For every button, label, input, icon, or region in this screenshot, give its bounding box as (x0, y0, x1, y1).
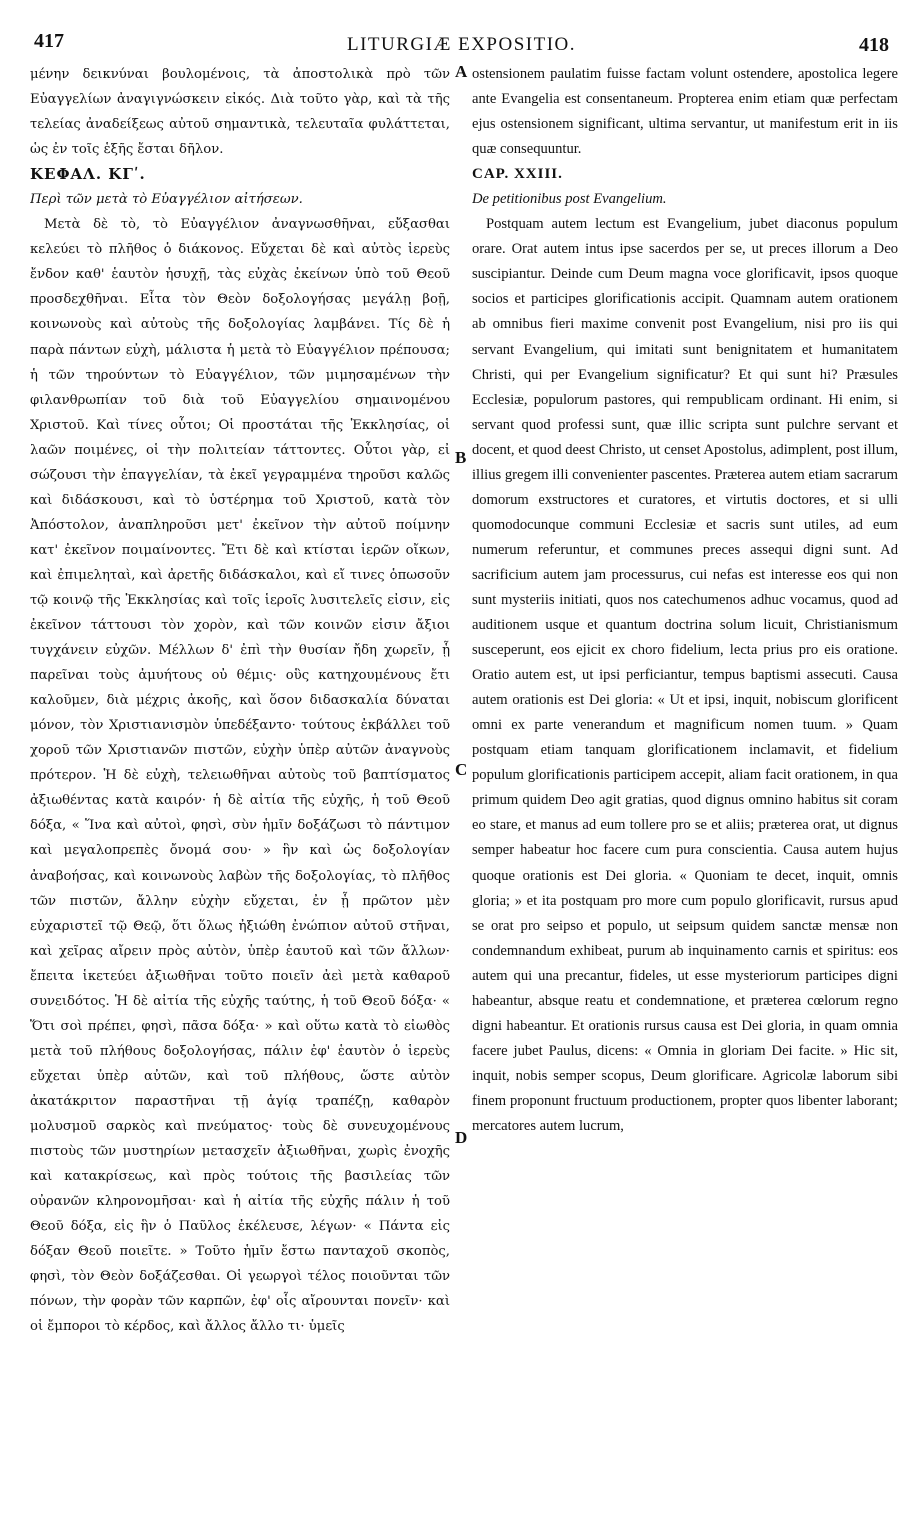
latin-opening-text: ostensionem paulatim fuisse factam volunt ostendere, apostolica legere ante Evangelia est consentaneum. Propterea enim etiam quæ perfectam ejus ostensionem significant, ultima servantur, ut manifestum erit in iis quæ consequuntur. (472, 66, 898, 158)
margin-letter-b: B (455, 448, 467, 467)
page-number-left: 417 (34, 30, 64, 52)
margin-letter-c: C (455, 760, 468, 779)
latin-column (472, 62, 898, 1522)
page-number-right: 418 (859, 34, 889, 56)
latin-paragraph: Postquam autem lectum est Evangelium, jubet diaconus populum orare. Orat autem intus ipse sacerdos per se, ut preces illorum a Deo suscipiantur. Deinde cum Deum magna voce glorificavit, ipsos quoque socios et participes glorificationis accipit. Quamnam autem orationem ab omnibus fieri maxime convenit post Evangelium, nisi pro iis qui servant Evangelium, qui imitati sunt benignitatem et humanitatem Christi, qui per Evangelium significatur? Et qui sunt hi? Præsules Ecclesiæ, populorum pastores, qui rempublicam ordinant. Hi enim, si servant quod professi sunt, quæ illic scripta sunt pulchre servant et docent, et quod deest Christo, ut censet Apostolus, adimplent, post illum, illius gregem illi convenienter pascentes. Præterea autem etiam sacrarum domorum exstructores et curatores, et virtutis doctores, et si ulli quomodocunque communi Ecclesiæ et sacris sunt utiles, ad eum numerum referuntur, et communes preces assequi digni sunt. Ad sacrificium autem jam processurus, cui nefas est interesse eos qui non sunt mysteriis initiati, quos nos catechumenos adhuc vocamus, quod ad auditionem usque et quantum doctrina solum licuit, Christianismum susceperunt, eos ejicit ex choro fidelium, lecta prius pro eis oratione. Oratio autem est, ut ipsi perficiantur, tempus baptismi assecuti. Causa autem orationis est Dei gloria: « Ut et ipsi, inquit, nobiscum glorificent omni ex parte venerandum et magnificum nomen tuum. » Quam postquam etiam tanquam glorificationem inclamavit, et fidelium populum glorificationis participem accepit, aliam facit orationem, in qua primum quidem Deo agit gratias, quod dignus omnino habitus sit coram eo stare, et manus ad eum tollere pro se et aliis; præterea orat, ut dignus semper habeatur hoc facere cum pura conscientia. Causa autem hujus quoque orationis est Dei gloria. « Quoniam te decet, inquit, omnis gloria; » et ita postquam pro more cum populo glorificavit, rursus apud se orat pro seipso et populo, ut seipsum quidem sanctæ mensæ non condemnandum exhibeat, purum ab inquinamento carnis et spiritus: eos autem qui una precantur, fideles, ut esse mysteriorum participes digni habeantur, absque reatu et condemnatione, et præterea cœlorum regno digni habeantur. Et orationis rursus causa est Dei gloria, in quam omnia facere jubet Paulus, dicens: « Omnia in gloriam Dei facite. » Hic sit, inquit, nobis semper scopus, Deum glorificare. Agricolæ laborum sibi finem proponunt fructuum productionem, propter quos libenter laborant; mercatores autem lucrum, (472, 216, 898, 1134)
margin-letter-a: A (455, 62, 468, 81)
running-title: LITURGIÆ EXPOSITIO. (346, 34, 577, 55)
greek-paragraph: Μετὰ δὲ τὸ, τὸ Εὐαγγέλιον ἀναγνωσθῆναι, εὔξασθαι κελεύει τὸ πλῆθος ὁ διάκονος. Εὔχεται δὲ καὶ αὐτὸς ἱερεὺς ἔνδον καθ' ἑαυτὸν ἡσυχῇ, τὰς εὐχὰς ἐκείνων ὑπὸ τοῦ Θεοῦ προσδεχθῆναι. Εἶτα τὸν Θεὸν δοξολογήσας μεγάλῃ βοῇ, κοινωνοὺς καὶ αὐτοὺς τῆς δοξολογίας λαμβάνει. Τίς δὲ ἡ παρὰ πάντων εὐχὴ, μάλιστα ἡ μετὰ τὸ Εὐαγγέλιον πρέπουσα; ἡ τῶν τηρούντων τὸ Εὐαγγέλιον, τῶν μιμησαμένων τὴν φιλανθρωπίαν τοῦ διὰ τοῦ Εὐαγγελίου σημαινομένου Χριστοῦ. Καὶ τίνες οὗτοι; Οἱ προστάται τῆς Ἐκκλησίας, οἱ λαῶν ποιμένες, οἱ τὴν πολιτείαν τάττοντες. Οὗτοι γὰρ, εἰ σώζουσι τὴν ἐπαγγελίαν, τὰ ἐκεῖ γεγραμμένα τηροῦσι καλῶς καὶ διδάσκουσι, καὶ τὸ ὑστέρημα τοῦ Χριστοῦ, κατὰ τὸν Ἀπόστολον, ἀναπληροῦσι μετ' ἐκεῖνον τὴν αὐτοῦ ποίμνην κατ' ἐκεῖνον ποιμαίνοντες. Ἔτι δὲ καὶ κτίσται ἱερῶν οἴκων, καὶ ἐπιμεληταὶ, καὶ ἀρετῆς διδάσκαλοι, καὶ εἴ τινες ὁπωσοῦν τῷ κοινῷ τῆς Ἐκκλησίας καὶ τοῖς ἱεροῖς λυσιτελεῖς εἰσιν, εἰς ἐκεῖνον τάττουσι τὸν χορὸν, καὶ τῶν κοινῶν εἰσιν ἄξιοι τυγχάνειν εὐχῶν. Μέλλων δ' ἐπὶ τὴν θυσίαν ἤδη χωρεῖν, ᾗ παρεῖναι τοὺς ἀμυήτους οὐ θέμις· οὓς κατηχουμένους ἔτι καλοῦμεν, διὰ μέχρις ἀκοῆς, καὶ ὅσον διδασκαλία δύναται μόνον, τὸν Χριστιανισμὸν ὑπεδέξαντο· τούτους ἐκβάλλει τοῦ χοροῦ τῶν Χριστιανῶν πιστῶν, εὐχὴν ὑπὲρ αὐτῶν ἀναγνοὺς πρότερον. Ἡ δὲ εὐχὴ, τελειωθῆναι αὐτοὺς τοῦ βαπτίσματος ἀξιωθέντας κατὰ καιρόν· ἡ δὲ αἰτία τῆς εὐχῆς, ἡ τοῦ Θεοῦ δόξα, « Ἵνα καὶ αὐτοὶ, φησὶ, σὺν ἡμῖν δοξάζωσι τὸ πάντιμον καὶ μεγαλοπρεπὲς ὄνομά σου· » ἣν καὶ ὡς δοξολογίαν ἀναβοήσας, καὶ κοινωνοὺς λαβὼν τῆς δοξολογίας, τὸ πλῆθος τῶν πιστῶν, ἄλλην εὐχὴν εὔχεται, ἐν ᾗ πρῶτον μὲν εὐχαριστεῖ τῷ Θεῷ, ὅτι ὅλως ἠξιώθη ἐνώπιον αὐτοῦ στῆναι, καὶ χεῖρας αἴρειν πρὸς αὐτὸν, ὑπὲρ ἑαυτοῦ καὶ τῶν ἄλλων· ἔπειτα ἱκετεύει ἀξιωθῆναι τοῦτο ποιεῖν ἀεὶ μετὰ καθαροῦ συνειδότος. Ἡ δὲ αἰτία τῆς εὐχῆς ταύτης, ἡ τοῦ Θεοῦ δόξα· « Ὅτι σοὶ πρέπει, φησὶ, πᾶσα δόξα· » καὶ οὕτω κατὰ τὸ εἰωθὸς μετὰ τοῦ πλήθους δοξολογήσας, πάλιν ἐφ' ἑαυτὸν ὁ ἱερεὺς εὔχεται ὑπὲρ αὐτῶν, καὶ τοῦ πλήθους, ὥστε αὐτὸν ἀκατάκριτον παραστῆναι τῇ ἁγίᾳ τραπέζῃ, καθαρὸν μολυσμοῦ σαρκὸς καὶ πνεύματος· τοὺς δὲ συνευχομένους πιστοὺς τῶν μυστηρίων μετασχεῖν ἀξιωθῆναι, χωρὶς ἐνοχῆς καὶ κατακρίσεως, καὶ πρὸς τούτοις τῆς βασιλείας τῶν οὐρανῶν κληρονομῆσαι· καὶ ἡ αἰτία τῆς εὐχῆς πάλιν ἡ τοῦ Θεοῦ δόξα, εἰς ἣν ὁ Παῦλος ἐκέλευσε, λέγων· « Πάντα εἰς δόξαν Θεοῦ ποιεῖτε. » Τοῦτο ἡμῖν ἔστω πανταχοῦ σκοπὸς, φησὶ, τὸν Θεὸν δοξάζεσθαι. Οἱ γεωργοὶ τέλος ποιοῦνται τῶν πόνων, τὴν φορὰν τῶν καρπῶν, ἐφ' οἷς αἴρουνται πονεῖν· καὶ οἱ ἔμποροι τὸ κέρδος, καὶ ἄλλος ἄλλο τι· ὑμεῖς (30, 217, 450, 1335)
greek-chapter-title: ΚΕΦΑΛ. ΚΓʹ. (30, 165, 146, 184)
page-header (28, 26, 895, 60)
margin-letter-d: D (455, 1128, 468, 1147)
latin-chapter-subtitle: De petitionibus post Evangelium. (472, 191, 667, 208)
greek-column (30, 62, 450, 1522)
greek-opening-text: μένην δεικνύναι βουλομένοις, τὰ ἀποστολικὰ πρὸ τῶν Εὐαγγελίων ἀναγιγνώσκειν εἰκός. Διὰ τοῦτο γὰρ, καὶ τὰ τῆς τελείας ἀναδείξεως αὐτοῦ σημαντικὰ, τελευταῖα φυλάττεται, ὡς ἐν τοῖς ἑξῆς ἔσται δῆλον. (30, 67, 450, 158)
greek-chapter-subtitle: Περὶ τῶν μετὰ τὸ Εὐαγγέλιον αἰτήσεων. (30, 192, 303, 208)
latin-chapter-title: CAP. XXIII. (472, 166, 563, 183)
